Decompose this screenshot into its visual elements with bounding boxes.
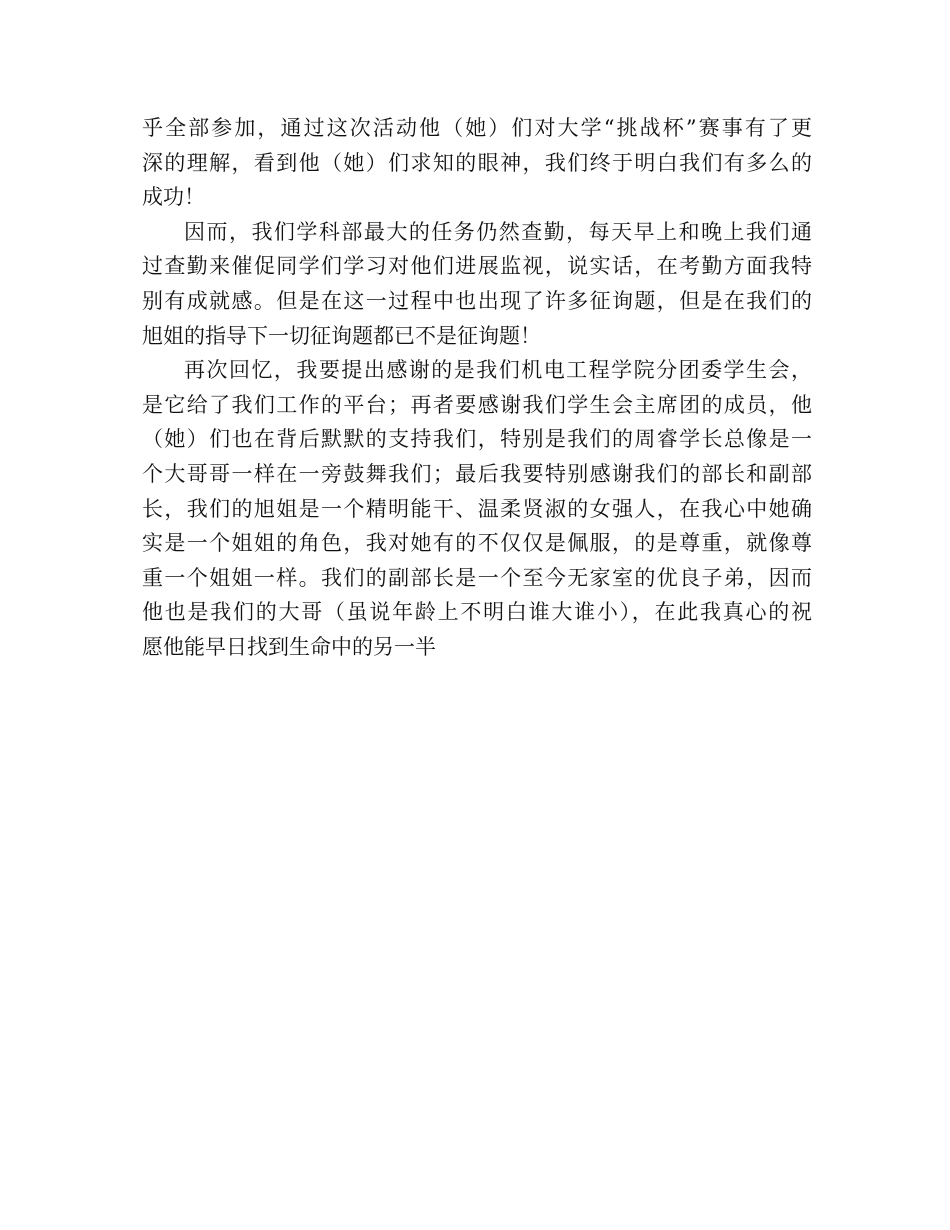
text-line: 别有成就感。但是在这一过程中也出现了许多征询题，但是在我们的 xyxy=(142,288,812,313)
text-line: 他也是我们的大哥（虽说年龄上不明白谁大谁小），在此我真心的祝 xyxy=(142,600,812,625)
text-line: 是它给了我们工作的平台；再者要感谢我们学生会主席团的成员，他 xyxy=(142,392,812,417)
body-text xyxy=(142,111,812,665)
text-line: （她）们也在背后默默的支持我们，特别是我们的周睿学长总像是一 xyxy=(142,427,812,452)
text-line: 愿他能早日找到生命中的另一半 xyxy=(142,634,436,659)
text-line: 因而，我们学科部最大的任务仍然查勤，每天早上和晚上我们通 xyxy=(184,219,812,244)
text-line: 重一个姐姐一样。我们的副部长是一个至今无家室的优良子弟，因而 xyxy=(142,565,812,590)
text-line: 长，我们的旭姐是一个精明能干、温柔贤淑的女强人，在我心中她确 xyxy=(142,496,812,521)
text-line: 旭姐的指导下一切征询题都已不是征询题！ xyxy=(142,323,541,348)
text-line: 乎全部参加，通过这次活动他（她）们对大学“挑战杯”赛事有了更 xyxy=(142,116,812,140)
text-line: 实是一个姐姐的角色，我对她有的不仅仅是佩服，的是尊重，就像尊 xyxy=(142,531,812,556)
text-line: 再次回忆，我要提出感谢的是我们机电工程学院分团委学生会， xyxy=(184,358,812,383)
paragraph-2 xyxy=(142,215,812,353)
text-line: 过查勤来催促同学们学习对他们进展监视，说实话，在考勤方面我特 xyxy=(142,254,812,279)
text-line: 深的理解，看到他（她）们求知的眼神，我们终于明白我们有多么的 xyxy=(142,150,812,175)
text-line: 成功！ xyxy=(142,185,205,210)
paragraph-1 xyxy=(142,111,812,215)
paragraph-3 xyxy=(142,353,812,664)
text-line: 个大哥哥一样在一旁鼓舞我们；最后我要特别感谢我们的部长和副部 xyxy=(142,461,812,486)
